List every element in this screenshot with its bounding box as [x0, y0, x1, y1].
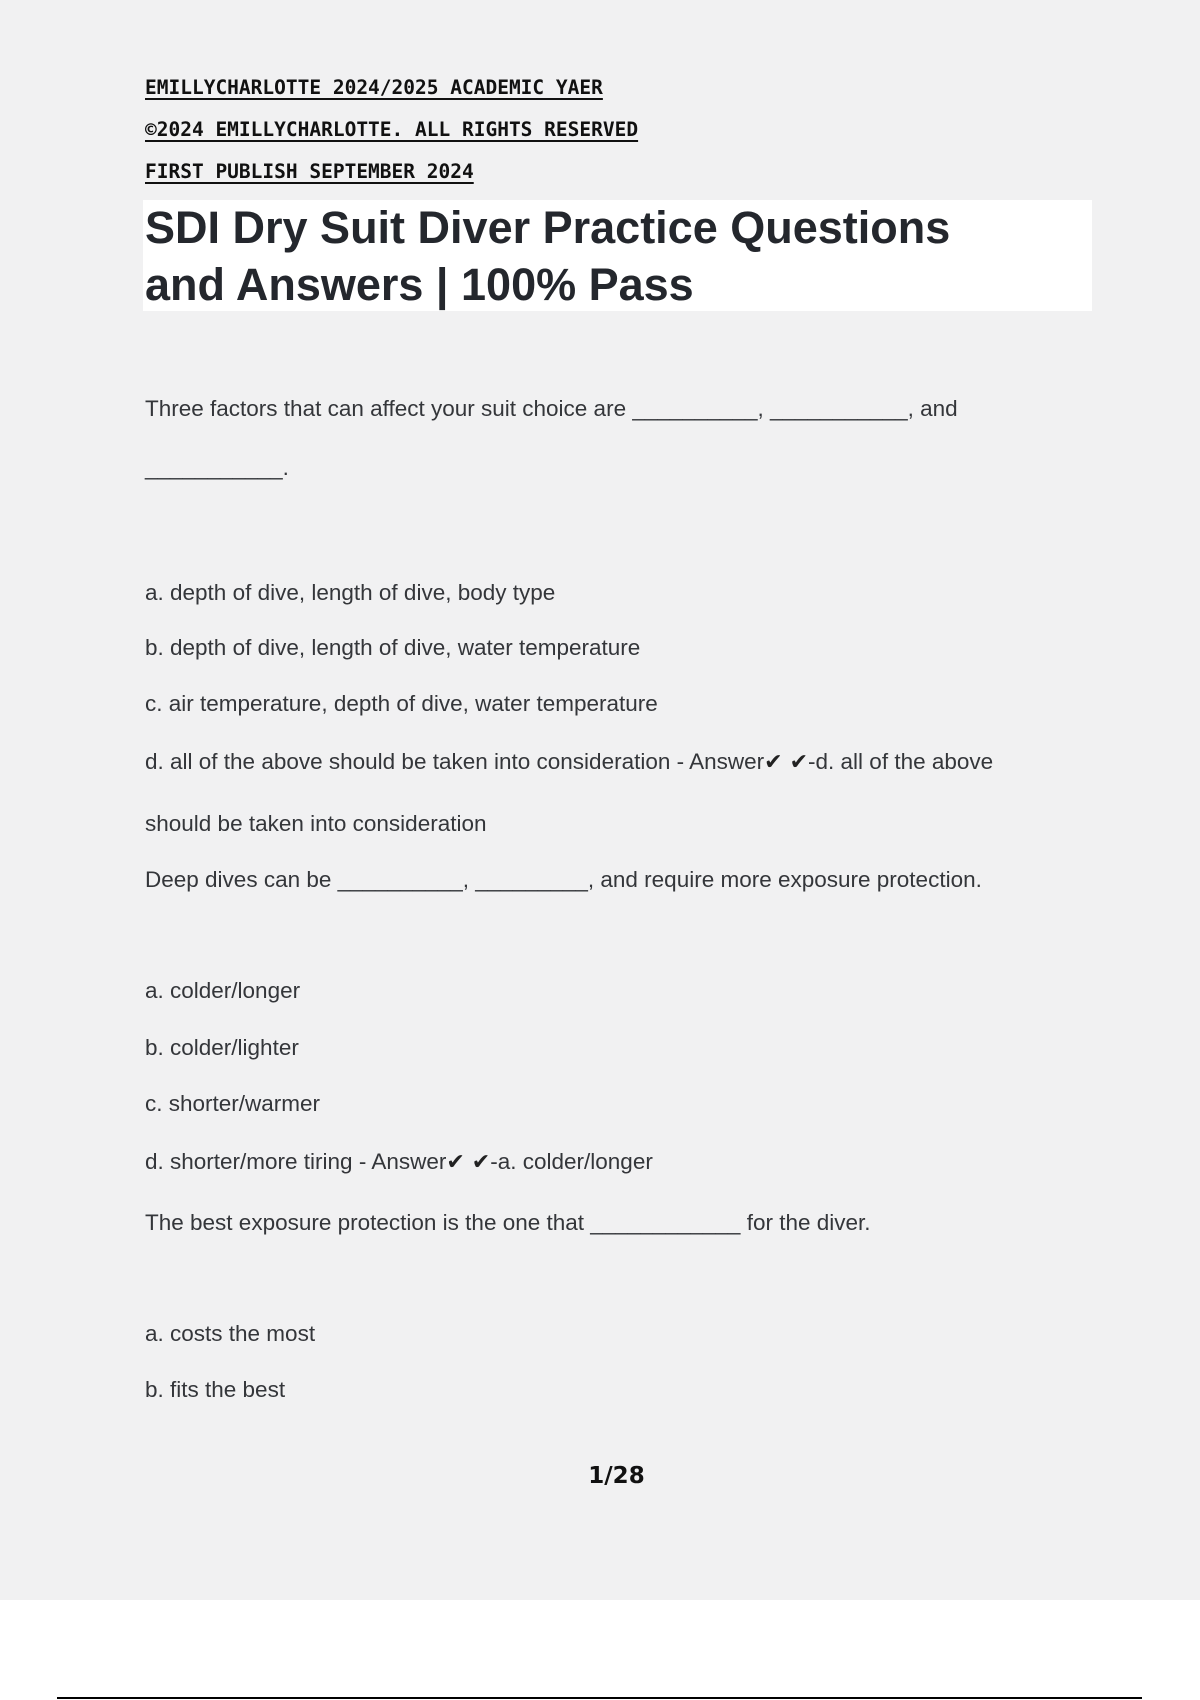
q1-answer-continued: should be taken into consideration — [145, 811, 487, 836]
title-line-1: SDI Dry Suit Diver Practice Questions — [145, 202, 951, 253]
q1-option-b: b. depth of dive, length of dive, water temperature — [145, 635, 641, 660]
q1-option-c: c. air temperature, depth of dive, water temperature — [145, 691, 658, 716]
q3-text: The best exposure protection is the one that ____________ for the diver. — [145, 1210, 871, 1235]
q2-option-c: c. shorter/warmer — [145, 1091, 321, 1116]
q2-option-d-label: d. shorter/more tiring - Answer — [145, 1149, 447, 1174]
q2-option-b: b. colder/lighter — [145, 1035, 299, 1060]
header-academic-year: EMILLYCHARLOTTE 2024/2025 ACADEMIC YAER — [145, 76, 603, 99]
q1-option-d — [145, 748, 993, 776]
header-copyright: ©2024 EMILLYCHARLOTTE. ALL RIGHTS RESERVED — [145, 118, 639, 141]
q1-option-d-label: d. all of the above should be taken into consideration - Answer — [145, 749, 765, 774]
page-number: 1/28 — [588, 1463, 645, 1489]
q2-option-a: a. colder/longer — [145, 978, 301, 1003]
q2-answer: -a. colder/longer — [490, 1149, 653, 1174]
q2-text: Deep dives can be __________, _________, and require more exposure protection. — [145, 867, 982, 892]
q1-text-line-1: Three factors that can affect your suit choice are __________, ___________, and — [145, 396, 958, 421]
title-line-2: and Answers | 100% Pass — [145, 259, 694, 310]
checkmark-icon: ✔ ✔ — [446, 1150, 491, 1175]
q2-option-d — [145, 1148, 653, 1176]
document-title — [143, 200, 1092, 311]
page-divider — [57, 1697, 1142, 1699]
checkmark-icon: ✔ ✔ — [764, 750, 809, 775]
q1-text-line-2: ___________. — [145, 455, 289, 480]
q3-option-b: b. fits the best — [145, 1377, 286, 1402]
q1-option-a: a. depth of dive, length of dive, body type — [145, 580, 556, 605]
q1-answer: -d. all of the above — [808, 749, 994, 774]
header-publish-date: FIRST PUBLISH SEPTEMBER 2024 — [145, 160, 474, 183]
q3-option-a: a. costs the most — [145, 1321, 316, 1346]
